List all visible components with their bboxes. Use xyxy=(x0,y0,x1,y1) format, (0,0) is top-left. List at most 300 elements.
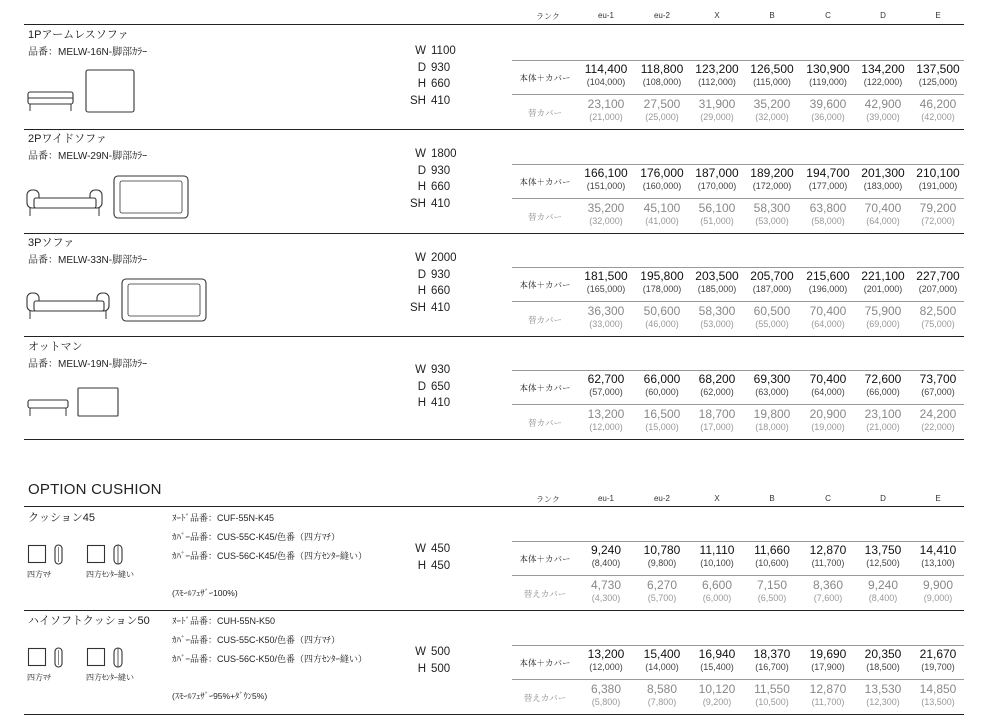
price-value: 36,300 xyxy=(587,304,625,318)
price-value-excl-tax: (6,000) xyxy=(702,593,732,603)
dimension-value: 930 xyxy=(431,164,451,177)
price-cell xyxy=(800,543,856,569)
price-value: 201,300 xyxy=(861,166,905,180)
dimension-value: 450 xyxy=(431,543,451,555)
ottoman-icon xyxy=(26,388,122,420)
price-cell xyxy=(744,407,800,433)
price-value-excl-tax: (53,000) xyxy=(700,319,734,329)
dimension-key: D xyxy=(417,61,426,74)
price-value: 72,600 xyxy=(864,372,902,386)
price-value: 11,110 xyxy=(699,543,735,557)
price-value-excl-tax: (12,300) xyxy=(866,697,900,707)
price-value-excl-tax: (64,000) xyxy=(811,387,845,397)
price-cell xyxy=(800,269,856,295)
dimension-value: 410 xyxy=(431,197,451,210)
price-cell xyxy=(800,304,856,330)
price-cell xyxy=(855,304,911,330)
dimension-row xyxy=(400,146,457,163)
price-cell xyxy=(689,372,745,398)
price-value-excl-tax: (5,700) xyxy=(647,593,677,603)
cushion-caption-box: 四方ﾏﾁ xyxy=(27,570,51,579)
table-rule xyxy=(512,164,964,165)
price-cell xyxy=(855,647,911,673)
cushion-square-box-icon xyxy=(28,648,46,666)
price-value-excl-tax: (108,000) xyxy=(642,77,682,87)
price-cell xyxy=(910,201,966,227)
option-cushion-title: OPTION CUSHION xyxy=(28,481,162,498)
price-value-excl-tax: (10,600) xyxy=(755,558,789,568)
price-value: 187,000 xyxy=(695,166,739,180)
price-value: 195,800 xyxy=(640,269,684,283)
dimension-value: 410 xyxy=(431,397,451,409)
price-value-excl-tax: (17,000) xyxy=(700,422,734,432)
price-cell xyxy=(578,269,634,295)
price-value-excl-tax: (22,000) xyxy=(921,422,955,432)
price-label-replacement-cover: 替カバー xyxy=(527,212,562,222)
product-name: 2Pワイドソファ xyxy=(28,133,107,145)
price-value-excl-tax: (12,000) xyxy=(589,662,623,672)
price-label-replacement-cover: 替カバー xyxy=(527,108,562,118)
product-code: 品番：MELW-19N-脚部ｶﾗｰ xyxy=(28,359,148,370)
price-value-excl-tax: (72,000) xyxy=(921,216,955,226)
rank-column-header: C xyxy=(825,494,831,503)
cushion-caption-center-seam: 四方ｾﾝﾀｰ縫い xyxy=(86,673,134,682)
price-value-excl-tax: (41,000) xyxy=(645,216,679,226)
rank-header-label: ランク xyxy=(536,12,560,21)
price-value-excl-tax: (160,000) xyxy=(642,181,682,191)
price-cell xyxy=(634,62,690,88)
dimension-key: W xyxy=(415,45,426,57)
price-value-excl-tax: (177,000) xyxy=(808,181,848,191)
price-cell xyxy=(744,201,800,227)
price-value-excl-tax: (187,000) xyxy=(752,284,792,294)
price-label-body-cover: 本体＋カバー xyxy=(519,658,571,668)
price-cell xyxy=(910,682,966,708)
dimensions xyxy=(400,250,457,316)
price-cell xyxy=(578,407,634,433)
rank-column-header: E xyxy=(935,11,941,20)
price-value-excl-tax: (17,900) xyxy=(811,662,845,672)
price-value: 11,550 xyxy=(754,682,790,696)
price-value: 205,700 xyxy=(750,269,794,283)
price-cell xyxy=(689,166,745,192)
dimension-value: 650 xyxy=(431,380,451,393)
price-value-excl-tax: (9,200) xyxy=(702,697,732,707)
price-cell xyxy=(855,201,911,227)
price-value: 176,000 xyxy=(640,166,684,180)
dimension-key: W xyxy=(415,252,426,264)
dimension-row xyxy=(400,43,456,60)
price-value: 39,600 xyxy=(809,97,847,111)
table-rule xyxy=(512,198,964,199)
price-value-excl-tax: (19,700) xyxy=(921,662,955,672)
price-value-excl-tax: (9,000) xyxy=(923,593,953,603)
price-value: 35,200 xyxy=(587,201,625,215)
price-value: 194,700 xyxy=(806,166,850,180)
price-value-excl-tax: (207,000) xyxy=(918,284,958,294)
price-cell xyxy=(800,97,856,123)
dimension-row xyxy=(400,395,450,412)
price-value-excl-tax: (201,000) xyxy=(863,284,903,294)
price-value-excl-tax: (21,000) xyxy=(866,422,900,432)
price-label-body-cover: 本体＋カバー xyxy=(519,177,571,187)
price-value-excl-tax: (14,000) xyxy=(645,662,679,672)
price-cell xyxy=(744,304,800,330)
price-value-excl-tax: (172,000) xyxy=(752,181,792,191)
dimension-value: 500 xyxy=(431,662,451,675)
cushion-spec-line: ｶﾊﾞｰ品番：CUS-56C-K50/色番（四方ｾﾝﾀｰ縫い） xyxy=(172,654,368,664)
price-cell xyxy=(689,62,745,88)
price-cell xyxy=(634,578,690,604)
dimension-value: 500 xyxy=(431,646,451,658)
price-cell xyxy=(910,166,966,192)
price-value-excl-tax: (112,000) xyxy=(698,77,736,87)
dimension-row xyxy=(400,644,450,661)
rank-column-header: E xyxy=(935,494,941,503)
price-value-excl-tax: (191,000) xyxy=(918,181,958,191)
price-value-excl-tax: (62,000) xyxy=(700,387,734,397)
dimension-key: SH xyxy=(410,301,426,314)
table-rule xyxy=(512,60,964,61)
price-value: 60,500 xyxy=(753,304,791,318)
table-rule xyxy=(512,301,964,302)
price-cell xyxy=(855,407,911,433)
price-value-excl-tax: (9,800) xyxy=(647,558,677,568)
price-cell xyxy=(910,578,966,604)
dimension-value: 410 xyxy=(431,94,451,107)
price-value: 114,400 xyxy=(584,62,628,76)
rank-column-header: eu-1 xyxy=(597,11,614,20)
price-value: 20,350 xyxy=(864,647,902,661)
price-value: 6,270 xyxy=(646,578,678,592)
price-value-excl-tax: (8,400) xyxy=(591,558,621,568)
dimension-value: 1800 xyxy=(431,148,457,160)
price-value: 13,530 xyxy=(864,682,902,696)
product-code: 品番：MELW-29N-脚部ｶﾗｰ xyxy=(28,151,148,162)
dimension-value: 660 xyxy=(431,181,451,193)
cushion-fill-note: (ｽﾓｰﾙﾌｪｻﾞｰ95%+ﾀﾞｳﾝ5%) xyxy=(172,691,268,701)
price-cell xyxy=(578,372,634,398)
price-cell xyxy=(689,201,745,227)
price-cell xyxy=(800,647,856,673)
price-value-excl-tax: (115,000) xyxy=(753,77,791,87)
dimension-key: H xyxy=(417,78,426,90)
price-cell xyxy=(689,407,745,433)
price-value: 10,780 xyxy=(643,543,681,557)
price-value: 11,660 xyxy=(754,543,790,557)
price-cell xyxy=(855,269,911,295)
price-cell xyxy=(855,543,911,569)
price-cell xyxy=(578,166,634,192)
price-value-excl-tax: (7,600) xyxy=(813,593,843,603)
price-value: 75,900 xyxy=(864,304,902,318)
price-value-excl-tax: (29,000) xyxy=(700,112,734,122)
rank-column-header: X xyxy=(714,11,720,20)
price-cell xyxy=(578,62,634,88)
price-value: 210,100 xyxy=(916,166,960,180)
price-value: 56,100 xyxy=(698,201,736,215)
cushion-separator xyxy=(24,714,964,715)
price-cell xyxy=(578,682,634,708)
price-value: 6,380 xyxy=(590,682,622,696)
price-value: 8,580 xyxy=(646,682,678,696)
price-value: 203,500 xyxy=(695,269,739,283)
rank-column-header: eu-2 xyxy=(653,11,670,20)
price-value: 79,200 xyxy=(919,201,957,215)
price-value-excl-tax: (46,000) xyxy=(645,319,679,329)
price-value-excl-tax: (16,700) xyxy=(755,662,789,672)
cushion-name: クッション45 xyxy=(28,512,96,524)
price-cell xyxy=(578,578,634,604)
price-value: 6,600 xyxy=(701,578,733,592)
table-rule xyxy=(512,94,964,95)
dimension-row xyxy=(400,283,457,300)
price-value: 21,670 xyxy=(919,647,957,661)
price-cell xyxy=(910,62,966,88)
price-value-excl-tax: (104,000) xyxy=(586,77,626,87)
rank-column-header: eu-2 xyxy=(653,494,670,503)
price-cell xyxy=(744,62,800,88)
price-value: 189,200 xyxy=(750,166,794,180)
price-value-excl-tax: (165,000) xyxy=(586,284,626,294)
price-cell xyxy=(744,166,800,192)
dimension-value: 930 xyxy=(431,61,451,74)
price-value: 62,700 xyxy=(587,372,625,386)
price-value: 16,500 xyxy=(643,407,681,421)
dimension-key: H xyxy=(417,285,426,297)
dimension-key: SH xyxy=(410,197,426,210)
price-value-excl-tax: (178,000) xyxy=(642,284,682,294)
price-value: 68,200 xyxy=(698,372,736,386)
price-cell xyxy=(910,543,966,569)
dimension-key: H xyxy=(417,662,426,675)
price-value-excl-tax: (170,000) xyxy=(697,181,737,191)
price-value: 19,800 xyxy=(753,407,791,421)
sofa-3p-icon xyxy=(26,275,210,325)
dimension-value: 930 xyxy=(431,268,451,281)
dimensions xyxy=(400,541,450,574)
dimension-value: 660 xyxy=(431,78,451,90)
table-rule xyxy=(512,541,964,542)
price-value: 70,400 xyxy=(809,304,847,318)
price-value: 58,300 xyxy=(753,201,791,215)
dimension-value: 660 xyxy=(431,285,451,297)
price-value: 45,100 xyxy=(643,201,681,215)
table-rule xyxy=(512,575,964,576)
price-value: 15,400 xyxy=(643,647,681,661)
dimension-key: W xyxy=(415,148,426,160)
dimensions xyxy=(400,146,457,212)
price-value-excl-tax: (69,000) xyxy=(866,319,900,329)
price-cell xyxy=(634,97,690,123)
price-cell xyxy=(634,304,690,330)
dimension-row xyxy=(400,661,450,678)
price-value: 19,690 xyxy=(809,647,847,661)
dimension-row xyxy=(400,558,450,575)
price-cell xyxy=(578,304,634,330)
dimension-key: SH xyxy=(410,94,426,107)
cushion-square-box-icon xyxy=(28,545,46,563)
top-rule xyxy=(24,24,964,25)
price-value: 130,900 xyxy=(806,62,850,76)
price-cell xyxy=(634,269,690,295)
price-value: 31,900 xyxy=(698,97,736,111)
price-value: 16,940 xyxy=(698,647,736,661)
product-name: 1Pアームレスソファ xyxy=(28,29,129,41)
price-value: 70,400 xyxy=(864,201,902,215)
price-cell xyxy=(689,304,745,330)
product-code: 品番：MELW-16N-脚部ｶﾗｰ xyxy=(28,47,148,58)
cushion-center-seam-icon xyxy=(87,648,105,666)
price-value: 8,360 xyxy=(812,578,844,592)
dimension-row xyxy=(400,379,450,396)
price-value: 9,240 xyxy=(867,578,899,592)
price-value: 18,370 xyxy=(753,647,791,661)
price-cell xyxy=(910,269,966,295)
price-value-excl-tax: (53,000) xyxy=(755,216,789,226)
table-rule xyxy=(512,679,964,680)
price-value-excl-tax: (32,000) xyxy=(589,216,623,226)
price-value: 10,120 xyxy=(698,682,736,696)
price-cell xyxy=(800,682,856,708)
dimension-value: 410 xyxy=(431,301,451,314)
price-value-excl-tax: (183,000) xyxy=(863,181,903,191)
price-label-replacement-cover: 替えカバー xyxy=(523,589,567,599)
dimension-row xyxy=(400,300,457,317)
price-value: 58,300 xyxy=(698,304,736,318)
price-value: 134,200 xyxy=(861,62,905,76)
price-value: 13,200 xyxy=(587,647,625,661)
cushion-spec-line: ｶﾊﾞｰ品番：CUS-55C-K45/色番（四方ﾏﾁ） xyxy=(172,532,341,542)
price-cell xyxy=(689,97,745,123)
rank-column-header: C xyxy=(825,11,831,20)
price-value: 82,500 xyxy=(919,304,957,318)
price-value-excl-tax: (11,700) xyxy=(811,697,845,707)
dimension-key: W xyxy=(415,543,426,555)
cushion-side-view-icon xyxy=(54,544,64,566)
price-value: 13,200 xyxy=(587,407,625,421)
price-value-excl-tax: (8,400) xyxy=(868,593,898,603)
price-value: 9,900 xyxy=(922,578,954,592)
wide-sofa-2p-icon xyxy=(26,172,192,222)
price-cell xyxy=(910,647,966,673)
cushion-side-view-icon xyxy=(54,647,64,669)
dimensions xyxy=(400,362,450,412)
price-value-excl-tax: (12,500) xyxy=(866,558,900,568)
dimensions xyxy=(400,644,450,677)
price-value: 12,870 xyxy=(809,543,847,557)
price-value-excl-tax: (64,000) xyxy=(866,216,900,226)
dimension-key: D xyxy=(417,380,426,393)
rank-column-header: B xyxy=(769,494,775,503)
table-rule xyxy=(512,404,964,405)
price-value-excl-tax: (18,000) xyxy=(755,422,789,432)
product-name: オットマン xyxy=(28,341,83,353)
price-value-excl-tax: (67,000) xyxy=(921,387,955,397)
dimension-key: D xyxy=(417,164,426,177)
dimension-key: H xyxy=(417,181,426,193)
dimension-row xyxy=(400,60,456,77)
price-value-excl-tax: (25,000) xyxy=(645,112,679,122)
cushion-center-seam-icon xyxy=(87,545,105,563)
price-value-excl-tax: (10,500) xyxy=(755,697,789,707)
table-rule xyxy=(512,370,964,371)
dimensions xyxy=(400,43,456,109)
price-value-excl-tax: (55,000) xyxy=(755,319,789,329)
price-cell xyxy=(634,682,690,708)
price-value: 66,000 xyxy=(643,372,681,386)
dimension-row xyxy=(400,93,456,110)
price-value: 137,500 xyxy=(916,62,960,76)
price-label-replacement-cover: 替カバー xyxy=(527,418,562,428)
price-cell xyxy=(634,201,690,227)
cushion-spec-line: ﾇｰﾄﾞ品番：CUF-55N-K45 xyxy=(172,513,275,523)
dimension-value: 450 xyxy=(431,559,451,572)
price-cell xyxy=(689,647,745,673)
price-value: 42,900 xyxy=(864,97,902,111)
price-value: 215,600 xyxy=(806,269,850,283)
price-value-excl-tax: (196,000) xyxy=(808,284,848,294)
price-cell xyxy=(800,578,856,604)
price-value: 123,200 xyxy=(695,62,739,76)
price-value: 14,410 xyxy=(919,543,957,557)
armless-sofa-1p-icon xyxy=(26,66,138,116)
price-value: 7,150 xyxy=(756,578,788,592)
dimension-key: H xyxy=(417,559,426,572)
price-cell xyxy=(744,647,800,673)
price-cell xyxy=(800,407,856,433)
dimension-key: W xyxy=(415,646,426,658)
price-value: 4,730 xyxy=(590,578,622,592)
price-value: 73,700 xyxy=(919,372,957,386)
price-value-excl-tax: (119,000) xyxy=(809,77,847,87)
dimension-row xyxy=(400,163,457,180)
price-cell xyxy=(744,97,800,123)
cushion-spec-line: ﾇｰﾄﾞ品番：CUH-55N-K50 xyxy=(172,616,276,626)
price-value: 23,100 xyxy=(864,407,902,421)
cushion-center-seam-side-icon xyxy=(113,647,125,669)
product-name: 3Pソファ xyxy=(28,237,75,249)
price-value-excl-tax: (33,000) xyxy=(589,319,623,329)
dimension-row xyxy=(400,196,457,213)
dimension-key: W xyxy=(415,364,426,376)
cushion-spec-line: ｶﾊﾞｰ品番：CUS-56C-K45/色番（四方ｾﾝﾀｰ縫い） xyxy=(172,551,368,561)
price-value: 126,500 xyxy=(750,62,794,76)
price-value-excl-tax: (18,500) xyxy=(866,662,900,672)
price-cell xyxy=(744,578,800,604)
product-separator xyxy=(24,129,964,130)
dimension-value: 930 xyxy=(431,364,451,376)
price-value: 70,400 xyxy=(809,372,847,386)
price-value-excl-tax: (66,000) xyxy=(866,387,900,397)
price-cell xyxy=(744,543,800,569)
price-label-body-cover: 本体＋カバー xyxy=(519,554,571,564)
dimension-row xyxy=(400,179,457,196)
price-cell xyxy=(910,372,966,398)
price-cell xyxy=(634,543,690,569)
price-value: 27,500 xyxy=(643,97,681,111)
price-value: 18,700 xyxy=(698,407,736,421)
price-value: 118,800 xyxy=(640,62,684,76)
price-value: 63,800 xyxy=(809,201,847,215)
cushion-caption-center-seam: 四方ｾﾝﾀｰ縫い xyxy=(86,570,134,579)
price-value-excl-tax: (13,500) xyxy=(921,697,955,707)
price-cell xyxy=(855,62,911,88)
price-value: 13,750 xyxy=(864,543,902,557)
price-cell xyxy=(800,166,856,192)
price-value-excl-tax: (51,000) xyxy=(700,216,734,226)
price-cell xyxy=(855,97,911,123)
